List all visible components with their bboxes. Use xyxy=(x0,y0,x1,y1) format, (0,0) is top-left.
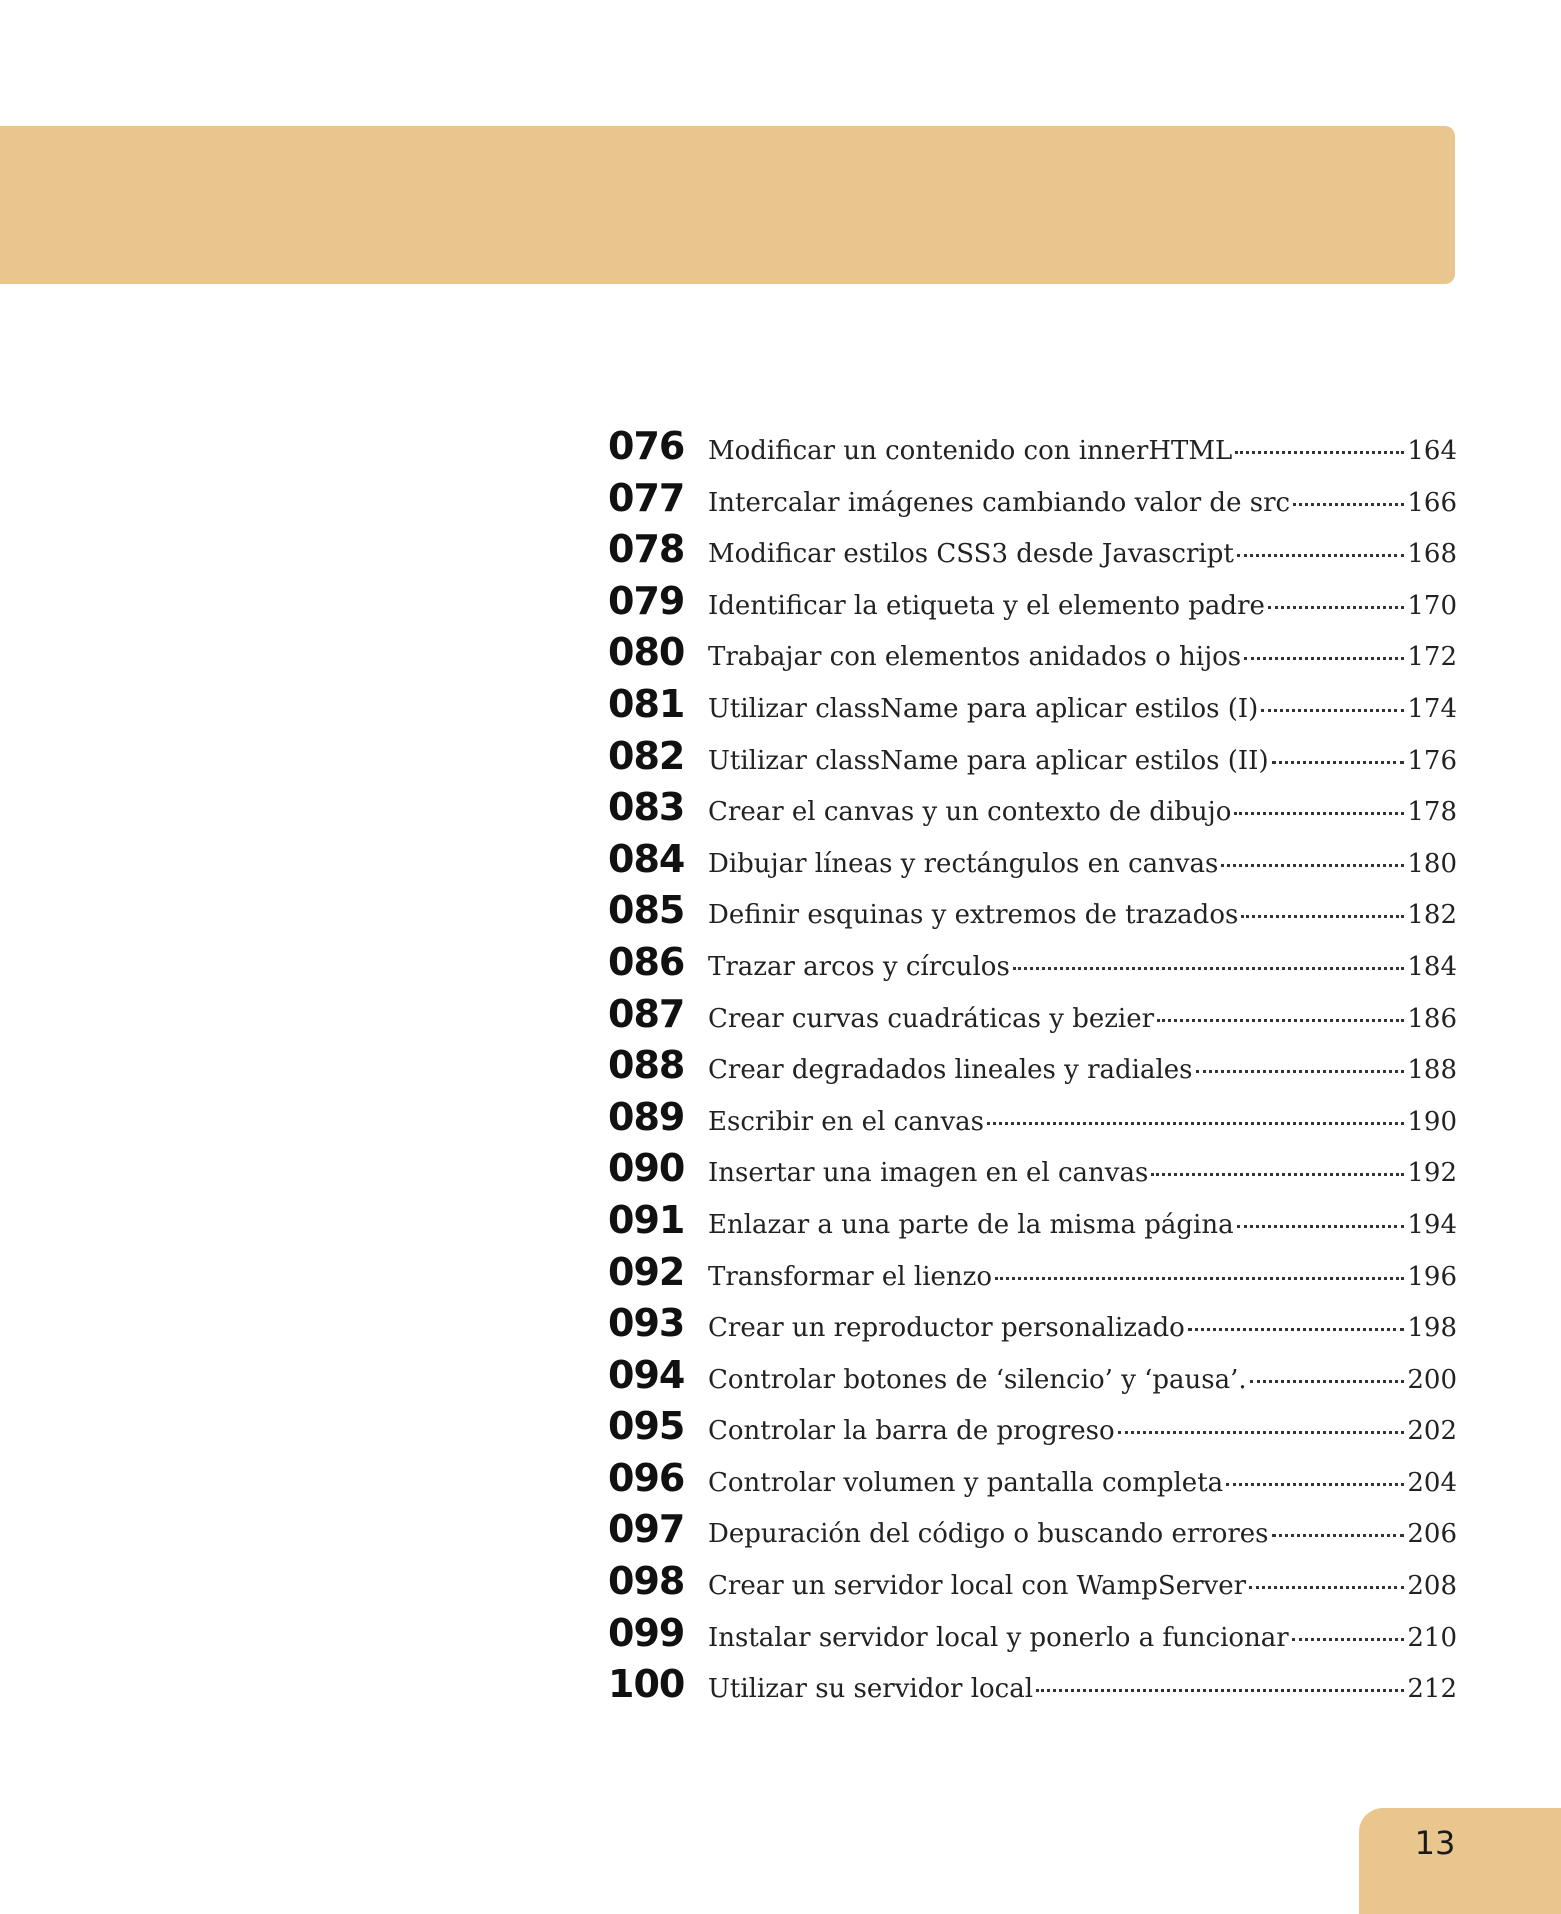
toc-entry[interactable] xyxy=(608,1043,1457,1095)
toc-entry[interactable] xyxy=(608,1507,1457,1559)
toc-entry-number: 088 xyxy=(608,1043,685,1088)
toc-entry[interactable] xyxy=(608,1250,1457,1302)
header-band xyxy=(0,126,1455,284)
toc-entry[interactable] xyxy=(608,837,1457,889)
dot-leader xyxy=(1157,1019,1404,1022)
toc-entry-page: 180 xyxy=(1407,848,1457,879)
toc-entry-page: 178 xyxy=(1407,797,1457,828)
toc-entry-title: Escribir en el canvas xyxy=(708,1106,984,1137)
toc-entry-number: 097 xyxy=(608,1507,685,1552)
toc-entry-title: Utilizar su servidor local xyxy=(708,1674,1034,1705)
dot-leader xyxy=(987,1122,1404,1125)
toc-entry-number: 086 xyxy=(608,939,685,984)
toc-entry-number: 081 xyxy=(608,681,685,726)
toc-entry[interactable] xyxy=(608,424,1457,476)
toc-entry-page: 176 xyxy=(1407,745,1457,776)
toc-entry-number: 084 xyxy=(608,836,685,881)
toc-entry[interactable] xyxy=(608,579,1457,631)
toc-entry-page: 212 xyxy=(1407,1674,1457,1705)
toc-entry-title: Controlar la barra de progreso xyxy=(708,1416,1115,1447)
toc-entry-page: 164 xyxy=(1407,436,1457,466)
toc-entry-title: Intercalar imágenes cambiando valor de src xyxy=(708,487,1291,518)
dot-leader xyxy=(1292,1638,1405,1641)
dot-leader xyxy=(1151,1173,1404,1176)
dot-leader xyxy=(1272,761,1405,764)
toc-entry-number: 093 xyxy=(608,1301,685,1346)
toc-entry-title: Transformar el lienzo xyxy=(708,1261,992,1292)
toc-entry[interactable] xyxy=(608,1095,1457,1147)
toc-entry-title: Crear el canvas y un contexto de dibujo xyxy=(708,797,1232,828)
toc-entry-title: Utilizar className para aplicar estilos (I) xyxy=(708,693,1259,724)
toc-entry-number: 078 xyxy=(608,527,685,572)
toc-entry-number: 080 xyxy=(608,630,685,675)
toc-entry-number: 082 xyxy=(608,733,685,778)
toc-entry-page: 186 xyxy=(1407,1003,1457,1034)
toc-entry-title: Crear degradados lineales y radiales xyxy=(708,1055,1193,1086)
toc-entry-page: 192 xyxy=(1407,1158,1457,1189)
toc-entry[interactable] xyxy=(608,940,1457,992)
toc-entry-page: 204 xyxy=(1407,1467,1457,1498)
toc-entry-page: 206 xyxy=(1407,1519,1457,1550)
toc-entry[interactable] xyxy=(608,1404,1457,1456)
toc-entry[interactable] xyxy=(608,785,1457,837)
toc-entry[interactable] xyxy=(608,1301,1457,1353)
toc-entry[interactable] xyxy=(608,682,1457,734)
dot-leader xyxy=(1118,1431,1405,1434)
toc-entry-title: Crear curvas cuadráticas y bezier xyxy=(708,1003,1155,1034)
toc-entry-title: Depuración del código o buscando errores xyxy=(708,1519,1269,1550)
toc-entry-number: 094 xyxy=(608,1352,685,1397)
toc-entry-page: 190 xyxy=(1407,1106,1457,1137)
toc-entry-number: 076 xyxy=(608,424,685,468)
dot-leader xyxy=(1249,1586,1404,1589)
toc-entry-page: 200 xyxy=(1407,1364,1457,1395)
toc-entry-title: Identificar la etiqueta y el elemento padre xyxy=(708,590,1265,621)
dot-leader xyxy=(1226,1483,1404,1486)
toc-entry-number: 079 xyxy=(608,578,685,623)
toc-entry-title: Modificar un contenido con innerHTML xyxy=(708,436,1233,466)
toc-entry[interactable] xyxy=(608,1146,1457,1198)
toc-entry[interactable] xyxy=(608,476,1457,528)
dot-leader xyxy=(1188,1328,1405,1331)
toc-entry-page: 202 xyxy=(1407,1416,1457,1447)
toc-entry-number: 089 xyxy=(608,1094,685,1139)
toc-entry-title: Definir esquinas y extremos de trazados xyxy=(708,900,1239,931)
dot-leader xyxy=(1250,1380,1405,1383)
toc-entry-page: 174 xyxy=(1407,693,1457,724)
toc-entry-page: 172 xyxy=(1407,642,1457,673)
toc-entry[interactable] xyxy=(608,1353,1457,1405)
toc-entry-page: 208 xyxy=(1407,1571,1457,1602)
toc-entry-page: 196 xyxy=(1407,1261,1457,1292)
toc-entry[interactable] xyxy=(608,1456,1457,1508)
dot-leader xyxy=(1013,967,1405,970)
page-number: 13 xyxy=(1414,1824,1456,1862)
toc-entry-number: 100 xyxy=(608,1662,685,1707)
dot-leader xyxy=(1234,812,1404,815)
dot-leader xyxy=(1268,606,1404,609)
toc-entry-title: Dibujar líneas y rectángulos en canvas xyxy=(708,848,1219,879)
toc-entry-title: Trazar arcos y círculos xyxy=(708,951,1010,982)
toc-entry-title: Trabajar con elementos anidados o hijos xyxy=(708,642,1242,673)
toc-entry[interactable] xyxy=(608,888,1457,940)
toc-entry-page: 210 xyxy=(1407,1622,1457,1653)
toc-entry[interactable] xyxy=(608,1611,1457,1663)
toc-entry-title: Utilizar className para aplicar estilos (II) xyxy=(708,745,1269,776)
toc-entry-number: 083 xyxy=(608,785,685,830)
toc-entry-title: Insertar una imagen en el canvas xyxy=(708,1158,1149,1189)
toc-entry-title: Modificar estilos CSS3 desde Javascript xyxy=(708,539,1234,570)
dot-leader xyxy=(1036,1689,1404,1692)
dot-leader xyxy=(1293,503,1404,506)
toc-entry-page: 198 xyxy=(1407,1313,1457,1344)
dot-leader xyxy=(1235,451,1404,454)
toc-entry-number: 090 xyxy=(608,1146,685,1191)
toc-entry-page: 166 xyxy=(1407,487,1457,518)
toc-entry-page: 170 xyxy=(1407,590,1457,621)
toc-entry-page: 184 xyxy=(1407,951,1457,982)
toc-entry-number: 096 xyxy=(608,1455,685,1500)
dot-leader xyxy=(1221,864,1404,867)
toc-entry-title: Crear un servidor local con WampServer xyxy=(708,1571,1247,1602)
toc-entry-page: 168 xyxy=(1407,539,1457,570)
toc-entry[interactable] xyxy=(608,734,1457,786)
dot-leader xyxy=(1244,657,1404,660)
toc-entry-number: 099 xyxy=(608,1610,685,1655)
toc-entry-title: Crear un reproductor personalizado xyxy=(708,1313,1185,1344)
toc-entry-number: 087 xyxy=(608,991,685,1036)
dot-leader xyxy=(1237,1225,1405,1228)
toc-entry-title: Controlar botones de ‘silencio’ y ‘pausa’. xyxy=(708,1364,1247,1395)
table-of-contents xyxy=(608,424,1457,1714)
dot-leader xyxy=(995,1277,1404,1280)
toc-entry-title: Controlar volumen y pantalla completa xyxy=(708,1467,1224,1498)
toc-entry-page: 194 xyxy=(1407,1209,1457,1240)
toc-entry[interactable] xyxy=(608,527,1457,579)
toc-entry[interactable] xyxy=(608,1559,1457,1611)
toc-entry[interactable] xyxy=(608,992,1457,1044)
toc-entry[interactable] xyxy=(608,1198,1457,1250)
toc-entry-title: Enlazar a una parte de la misma página xyxy=(708,1209,1234,1240)
toc-entry[interactable] xyxy=(608,630,1457,682)
dot-leader xyxy=(1261,709,1404,712)
toc-entry-number: 092 xyxy=(608,1249,685,1294)
toc-entry[interactable] xyxy=(608,1662,1457,1714)
dot-leader xyxy=(1196,1070,1405,1073)
toc-entry-number: 095 xyxy=(608,1404,685,1449)
dot-leader xyxy=(1272,1534,1405,1537)
toc-entry-number: 091 xyxy=(608,1197,685,1242)
toc-entry-number: 077 xyxy=(608,475,685,520)
toc-entry-number: 098 xyxy=(608,1559,685,1604)
dot-leader xyxy=(1237,554,1405,557)
toc-entry-page: 182 xyxy=(1407,900,1457,931)
dot-leader xyxy=(1241,915,1404,918)
toc-entry-page: 188 xyxy=(1407,1055,1457,1086)
toc-entry-number: 085 xyxy=(608,888,685,933)
toc-entry-title: Instalar servidor local y ponerlo a funcionar xyxy=(708,1622,1289,1653)
